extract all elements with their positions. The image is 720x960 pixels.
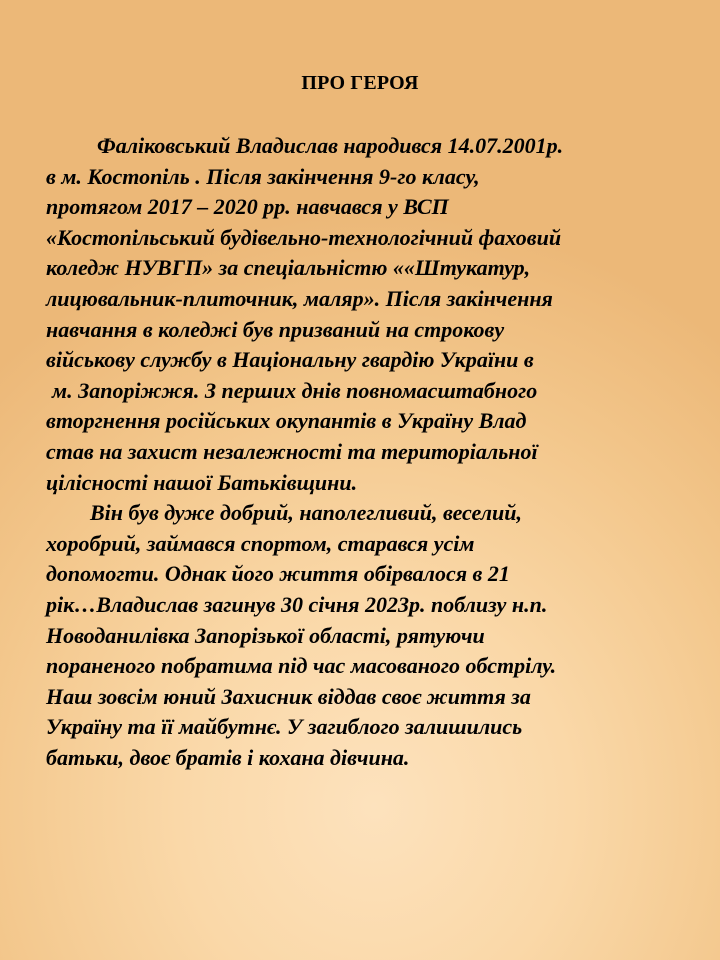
- text-line: військову службу в Національну гвардію України в: [46, 347, 534, 373]
- paragraph-biography: [46, 131, 686, 498]
- text-line: лицювальник-плиточник, маляр». Після закінчення: [46, 285, 553, 311]
- text-line: рік…Владислав загинув 30 січня 2023р. поблизу н.п.: [46, 591, 548, 617]
- text-line: навчання в коледжі був призваний на строкову: [46, 316, 505, 342]
- text-line: м. Запоріжжя. З перших днів повномасштабного: [52, 377, 538, 403]
- text-line: вторгнення російських окупантів в Україну Влад: [46, 408, 527, 434]
- text-line: протягом 2017 – 2020 рр. навчався у ВСП: [46, 194, 449, 220]
- text-line: пораненого побратима під час масованого обстрілу.: [46, 653, 557, 679]
- page-title: ПРО ГЕРОЯ: [301, 72, 419, 94]
- text-line: хоробрий, займався спортом, старався усім: [46, 530, 475, 556]
- paragraph-character: [46, 498, 686, 773]
- biography-text: [46, 131, 686, 773]
- text-line: «Костопільський будівельно-технологічний фаховий: [46, 224, 562, 250]
- text-line: в м. Костопіль . Після закінчення 9-го класу,: [46, 163, 480, 189]
- text-line: Він був дуже добрий, наполегливий, веселий,: [90, 500, 523, 526]
- text-line: допомогти. Однак його життя обірвалося в 21: [46, 561, 510, 587]
- text-line: Наш зовсім юний Захисник віддав своє життя за: [46, 683, 531, 709]
- text-line: Україну та її майбутнє. У загиблого залишились: [46, 714, 523, 740]
- text-line: Фаліковський Владислав народився 14.07.2001р.: [97, 133, 564, 158]
- text-line: став на захист незалежності та територіальної: [46, 438, 538, 464]
- text-line: цілісності нашої Батьківщини.: [46, 469, 358, 495]
- text-line: коледж НУВГП» за спеціальністю ««Штукатур,: [46, 255, 531, 281]
- text-line: батьки, двоє братів і кохана дівчина.: [46, 744, 410, 770]
- text-line: Новоданилівка Запорізької області, рятуючи: [46, 622, 485, 648]
